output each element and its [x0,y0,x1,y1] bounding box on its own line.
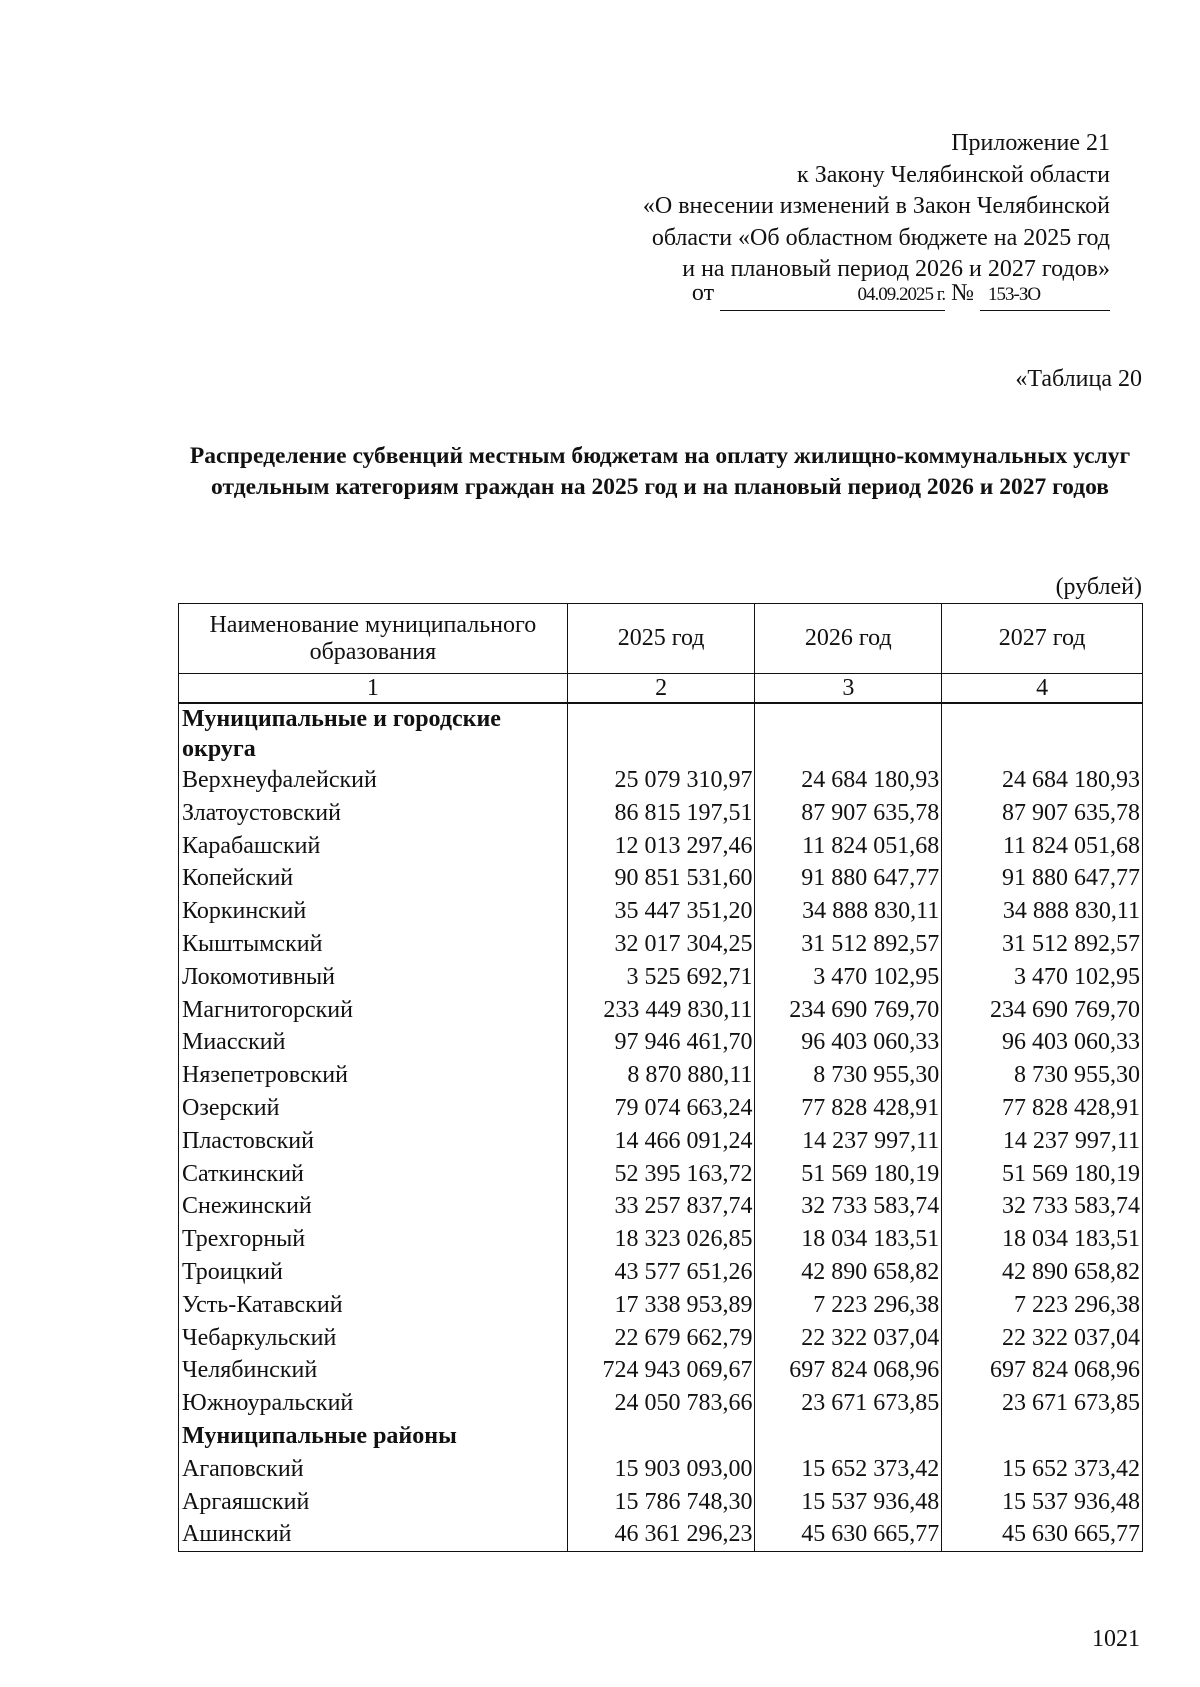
value-2025: 79 074 663,24 [567,1092,755,1125]
empty-cell [755,703,942,764]
municipality-name: Копейский [179,862,568,895]
value-2025: 14 466 091,24 [567,1125,755,1158]
table-row [179,1256,1143,1289]
municipality-name: Пластовский [179,1125,568,1158]
table-row [179,1026,1143,1059]
number-sign: № [951,280,974,306]
table-row [179,1289,1143,1322]
value-2027: 15 537 936,48 [942,1486,1143,1519]
section-row [179,703,1143,764]
subvention-table [178,603,1143,1552]
header-row [179,604,1143,674]
municipality-name: Южноуральский [179,1387,568,1420]
municipality-name: Чебаркульский [179,1322,568,1355]
value-2026: 32 733 583,74 [755,1190,942,1223]
value-2026: 18 034 183,51 [755,1223,942,1256]
value-2025: 32 017 304,25 [567,928,755,961]
municipality-name: Трехгорный [179,1223,568,1256]
unit-label: (рублей) [1055,574,1142,600]
table-row [179,1223,1143,1256]
table-row [179,1190,1143,1223]
law-date-number [692,278,1110,311]
law-number: 153-ЗО [980,280,1110,311]
value-2025: 15 903 093,00 [567,1453,755,1486]
value-2027: 87 907 635,78 [942,797,1143,830]
value-2025: 12 013 297,46 [567,830,755,863]
table-row [179,1059,1143,1092]
table-label: «Таблица 20 [1015,366,1142,392]
table-row [179,994,1143,1027]
header-municipality: Наименование муниципального образования [179,604,568,674]
value-2027: 11 824 051,68 [942,830,1143,863]
header-2027: 2027 год [942,604,1143,674]
header-2025: 2025 год [567,604,755,674]
value-2025: 724 943 069,67 [567,1354,755,1387]
municipality-name: Миасский [179,1026,568,1059]
value-2026: 11 824 051,68 [755,830,942,863]
municipality-name: Усть-Катавский [179,1289,568,1322]
empty-cell [942,703,1143,764]
appendix-line: «О внесении изменений в Закон Челябинской [642,193,1110,219]
section-row [179,1420,1143,1453]
value-2026: 24 684 180,93 [755,764,942,797]
municipality-name: Коркинский [179,895,568,928]
municipality-name: Кыштымский [179,928,568,961]
value-2026: 51 569 180,19 [755,1158,942,1191]
municipality-name: Саткинский [179,1158,568,1191]
empty-cell [567,703,755,764]
value-2025: 90 851 531,60 [567,862,755,895]
value-2025: 86 815 197,51 [567,797,755,830]
value-2025: 3 525 692,71 [567,961,755,994]
municipality-name: Агаповский [179,1453,568,1486]
value-2027: 91 880 647,77 [942,862,1143,895]
value-2027: 31 512 892,57 [942,928,1143,961]
value-2026: 77 828 428,91 [755,1092,942,1125]
municipality-name: Верхнеуфалейский [179,764,568,797]
value-2026: 15 652 373,42 [755,1453,942,1486]
table-row [179,1125,1143,1158]
table-row [179,1092,1143,1125]
value-2026: 31 512 892,57 [755,928,942,961]
value-2026: 234 690 769,70 [755,994,942,1027]
value-2026: 14 237 997,11 [755,1125,942,1158]
column-number: 3 [755,674,942,704]
value-2027: 18 034 183,51 [942,1223,1143,1256]
value-2025: 22 679 662,79 [567,1322,755,1355]
table-row [179,1158,1143,1191]
table-row [179,928,1143,961]
table-row [179,1322,1143,1355]
table-row [179,830,1143,863]
appendix-line: области «Об областном бюджете на 2025 год [651,224,1110,251]
value-2025: 15 786 748,30 [567,1486,755,1519]
table-row [179,1387,1143,1420]
value-2027: 14 237 997,11 [942,1125,1143,1158]
empty-cell [755,1420,942,1453]
value-2025: 18 323 026,85 [567,1223,755,1256]
appendix-header [510,128,1110,286]
column-number: 1 [179,674,568,704]
table-row [179,797,1143,830]
value-2027: 32 733 583,74 [942,1190,1143,1223]
municipality-name: Троицкий [179,1256,568,1289]
value-2026: 7 223 296,38 [755,1289,942,1322]
municipality-name: Челябинский [179,1354,568,1387]
municipality-name: Магнитогорский [179,994,568,1027]
value-2026: 3 470 102,95 [755,961,942,994]
appendix-line: к Закону Челябинской области [797,161,1110,188]
section-title: Муниципальные и городские округа [179,703,568,764]
value-2026: 15 537 936,48 [755,1486,942,1519]
value-2025: 52 395 163,72 [567,1158,755,1191]
table-row [179,1486,1143,1519]
column-number: 4 [942,674,1143,704]
section-title: Муниципальные районы [179,1420,568,1453]
appendix-line: и на плановый период 2026 и 2027 годов» [682,256,1110,282]
appendix-line: Приложение 21 [951,130,1110,156]
value-2026: 42 890 658,82 [755,1256,942,1289]
value-2025: 43 577 651,26 [567,1256,755,1289]
value-2026: 96 403 060,33 [755,1026,942,1059]
table-row [179,961,1143,994]
value-2027: 8 730 955,30 [942,1059,1143,1092]
value-2026: 87 907 635,78 [755,797,942,830]
value-2027: 51 569 180,19 [942,1158,1143,1191]
table-row [179,1518,1143,1551]
value-2025: 233 449 830,11 [567,994,755,1027]
municipality-name: Снежинский [179,1190,568,1223]
value-2025: 25 079 310,97 [567,764,755,797]
value-2025: 33 257 837,74 [567,1190,755,1223]
value-2027: 34 888 830,11 [942,895,1143,928]
value-2027: 42 890 658,82 [942,1256,1143,1289]
table-row [179,1453,1143,1486]
value-2025: 17 338 953,89 [567,1289,755,1322]
municipality-name: Ашинский [179,1518,568,1551]
value-2027: 7 223 296,38 [942,1289,1143,1322]
value-2027: 22 322 037,04 [942,1322,1143,1355]
value-2025: 35 447 351,20 [567,895,755,928]
value-2027: 24 684 180,93 [942,764,1143,797]
table-body [179,674,1143,1552]
table-row [179,862,1143,895]
municipality-name: Карабашский [179,830,568,863]
empty-cell [942,1420,1143,1453]
value-2025: 46 361 296,23 [567,1518,755,1551]
document-title: Распределение субвенций местным бюджетам на оплату жилищно-коммунальных услуг отдельным категориям граждан на 2025 год и на плановый период 2026 и 2027 годов [189,443,1131,500]
municipality-name: Локомотивный [179,961,568,994]
municipality-name: Златоустовский [179,797,568,830]
column-number: 2 [567,674,755,704]
municipality-name: Аргаяшский [179,1486,568,1519]
value-2027: 15 652 373,42 [942,1453,1143,1486]
table-row [179,764,1143,797]
value-2026: 45 630 665,77 [755,1518,942,1551]
value-2026: 697 824 068,96 [755,1354,942,1387]
value-2026: 34 888 830,11 [755,895,942,928]
table-row [179,1354,1143,1387]
value-2026: 91 880 647,77 [755,862,942,895]
municipality-name: Озерский [179,1092,568,1125]
law-date: 04.09.2025 г. [720,280,945,311]
column-number-row [179,674,1143,704]
value-2025: 24 050 783,66 [567,1387,755,1420]
value-2026: 8 730 955,30 [755,1059,942,1092]
value-2027: 23 671 673,85 [942,1387,1143,1420]
table-row [179,895,1143,928]
value-2027: 697 824 068,96 [942,1354,1143,1387]
value-2027: 77 828 428,91 [942,1092,1143,1125]
page-number: 1021 [1092,1626,1140,1652]
value-2026: 23 671 673,85 [755,1387,942,1420]
value-2027: 96 403 060,33 [942,1026,1143,1059]
value-2027: 234 690 769,70 [942,994,1143,1027]
value-2026: 22 322 037,04 [755,1322,942,1355]
value-2025: 8 870 880,11 [567,1059,755,1092]
empty-cell [567,1420,755,1453]
value-2027: 3 470 102,95 [942,961,1143,994]
header-2026: 2026 год [755,604,942,674]
value-2025: 97 946 461,70 [567,1026,755,1059]
municipality-name: Нязепетровский [179,1059,568,1092]
date-prefix: от [691,280,715,306]
value-2027: 45 630 665,77 [942,1518,1143,1551]
